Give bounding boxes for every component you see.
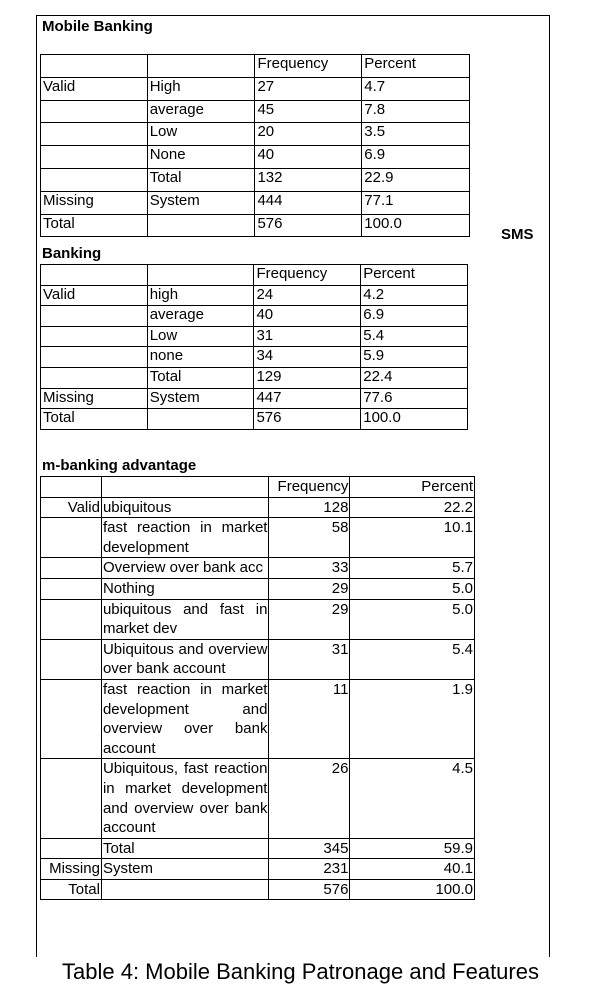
table-row bbox=[41, 578, 475, 599]
table-row bbox=[41, 679, 475, 758]
table-cell: 45 bbox=[255, 100, 362, 123]
table-cell: None bbox=[147, 146, 255, 169]
table-row bbox=[41, 599, 475, 639]
table-row bbox=[41, 558, 475, 579]
table-cell: 24 bbox=[254, 285, 361, 306]
header-cell: Percent bbox=[361, 265, 468, 286]
table-cell: 5.9 bbox=[361, 347, 468, 368]
table-cell: Valid bbox=[41, 497, 102, 518]
table-header-row bbox=[41, 55, 470, 78]
table-row bbox=[41, 518, 475, 558]
mobile-banking-title: Mobile Banking bbox=[42, 18, 153, 35]
header-cell: Percent bbox=[350, 477, 475, 498]
table-cell: 447 bbox=[254, 388, 361, 409]
table-row bbox=[41, 838, 475, 859]
mbanking-advantage-title: m-banking advantage bbox=[42, 457, 197, 474]
table-cell: none bbox=[147, 347, 254, 368]
header-cell bbox=[41, 55, 148, 78]
table-row bbox=[41, 497, 475, 518]
table-row bbox=[41, 347, 468, 368]
table-cell bbox=[41, 639, 102, 679]
table-cell: 576 bbox=[254, 409, 361, 430]
table-cell: Ubiquitous and overview over bank account bbox=[101, 639, 269, 679]
table-cell: Total bbox=[147, 168, 255, 191]
table-cell: System bbox=[147, 388, 254, 409]
table-row bbox=[41, 123, 470, 146]
table-row bbox=[41, 639, 475, 679]
table-cell: Low bbox=[147, 123, 255, 146]
table-cell: 4.7 bbox=[362, 77, 470, 100]
table-cell: 5.0 bbox=[350, 578, 475, 599]
table-cell: 132 bbox=[255, 168, 362, 191]
table-cell: 26 bbox=[269, 759, 350, 838]
table-cell: 58 bbox=[269, 518, 350, 558]
table-cell bbox=[41, 518, 102, 558]
table-cell: 100.0 bbox=[350, 879, 475, 900]
table-cell bbox=[41, 326, 148, 347]
table-cell bbox=[41, 558, 102, 579]
table-row bbox=[41, 388, 468, 409]
table-cell: Low bbox=[147, 326, 254, 347]
table-row bbox=[41, 759, 475, 838]
table-row bbox=[41, 146, 470, 169]
table-cell: 128 bbox=[269, 497, 350, 518]
table-cell: 5.4 bbox=[350, 639, 475, 679]
table-cell: Missing bbox=[41, 388, 148, 409]
table-cell: average bbox=[147, 306, 254, 327]
table-row bbox=[41, 879, 475, 900]
table-cell: Total bbox=[41, 214, 148, 237]
table-cell: Valid bbox=[41, 77, 148, 100]
header-cell: Frequency bbox=[255, 55, 362, 78]
header-cell bbox=[147, 265, 254, 286]
table-cell: 29 bbox=[269, 578, 350, 599]
table-cell: 22.2 bbox=[350, 497, 475, 518]
table-cell bbox=[41, 100, 148, 123]
table-cell: 5.4 bbox=[361, 326, 468, 347]
table-row bbox=[41, 367, 468, 388]
table-cell: 20 bbox=[255, 123, 362, 146]
table-cell bbox=[41, 306, 148, 327]
table-cell: average bbox=[147, 100, 255, 123]
table-cell bbox=[41, 367, 148, 388]
table-cell bbox=[41, 679, 102, 758]
table-cell: 77.1 bbox=[362, 191, 470, 214]
table-cell: 7.8 bbox=[362, 100, 470, 123]
table-caption: Table 4: Mobile Banking Patronage and Features bbox=[62, 959, 539, 984]
table-cell: 33 bbox=[269, 558, 350, 579]
table-cell: 100.0 bbox=[362, 214, 470, 237]
table-cell: 31 bbox=[254, 326, 361, 347]
table-cell: Total bbox=[41, 409, 148, 430]
table-cell: 6.9 bbox=[361, 306, 468, 327]
table-cell: 3.5 bbox=[362, 123, 470, 146]
table-cell: 5.0 bbox=[350, 599, 475, 639]
table-row bbox=[41, 859, 475, 880]
table-cell bbox=[41, 838, 102, 859]
table-cell: Missing bbox=[41, 191, 148, 214]
table-cell: System bbox=[101, 859, 269, 880]
table-cell: 444 bbox=[255, 191, 362, 214]
table-cell bbox=[41, 168, 148, 191]
table-row bbox=[41, 306, 468, 327]
table-cell: Total bbox=[147, 367, 254, 388]
table-cell: 59.9 bbox=[350, 838, 475, 859]
sms-label: SMS bbox=[501, 226, 534, 243]
table-cell: 22.4 bbox=[361, 367, 468, 388]
header-cell: Frequency bbox=[254, 265, 361, 286]
header-cell bbox=[147, 55, 255, 78]
table-cell: Missing bbox=[41, 859, 102, 880]
banking-title: Banking bbox=[42, 245, 102, 262]
table-row bbox=[41, 409, 468, 430]
table-cell: 4.2 bbox=[361, 285, 468, 306]
table-cell: 22.9 bbox=[362, 168, 470, 191]
table-cell: High bbox=[147, 77, 255, 100]
table-cell: 31 bbox=[269, 639, 350, 679]
table-header-row bbox=[41, 477, 475, 498]
table-cell bbox=[147, 409, 254, 430]
table-cell: 576 bbox=[269, 879, 350, 900]
table-cell: 576 bbox=[255, 214, 362, 237]
table-cell: ubiquitous bbox=[101, 497, 269, 518]
table-cell: Overview over bank acc bbox=[101, 558, 269, 579]
table-cell: 40 bbox=[254, 306, 361, 327]
table-cell: 345 bbox=[269, 838, 350, 859]
table-cell bbox=[41, 347, 148, 368]
header-cell: Percent bbox=[362, 55, 470, 78]
header-cell bbox=[41, 477, 102, 498]
table-row bbox=[41, 168, 470, 191]
table-cell bbox=[41, 578, 102, 599]
table-cell: System bbox=[147, 191, 255, 214]
table-row bbox=[41, 100, 470, 123]
mobile-banking-table bbox=[40, 54, 470, 237]
table-cell: 29 bbox=[269, 599, 350, 639]
table-cell: fast reaction in market development and overview over bank account bbox=[101, 679, 269, 758]
table-cell: ubiquitous and fast in market dev bbox=[101, 599, 269, 639]
table-cell: 10.1 bbox=[350, 518, 475, 558]
table-cell: 129 bbox=[254, 367, 361, 388]
table-cell: 77.6 bbox=[361, 388, 468, 409]
table-cell: Nothing bbox=[101, 578, 269, 599]
table-cell: 231 bbox=[269, 859, 350, 880]
table-cell: 40.1 bbox=[350, 859, 475, 880]
table-cell: Total bbox=[41, 879, 102, 900]
header-cell bbox=[101, 477, 269, 498]
table-cell: 34 bbox=[254, 347, 361, 368]
table-cell: Total bbox=[101, 838, 269, 859]
table-cell: 1.9 bbox=[350, 679, 475, 758]
table-header-row bbox=[41, 265, 468, 286]
table-cell bbox=[41, 759, 102, 838]
table-row bbox=[41, 326, 468, 347]
table-cell: high bbox=[147, 285, 254, 306]
header-cell bbox=[41, 265, 148, 286]
table-row bbox=[41, 214, 470, 237]
banking-table bbox=[40, 264, 468, 430]
table-cell: 27 bbox=[255, 77, 362, 100]
table-row bbox=[41, 77, 470, 100]
table-cell: 11 bbox=[269, 679, 350, 758]
table-cell bbox=[41, 599, 102, 639]
table-cell bbox=[41, 146, 148, 169]
table-cell: Valid bbox=[41, 285, 148, 306]
table-cell: Ubiquitous, fast reaction in market development and overview over bank account bbox=[101, 759, 269, 838]
table-cell: 6.9 bbox=[362, 146, 470, 169]
table-cell bbox=[41, 123, 148, 146]
table-cell: 4.5 bbox=[350, 759, 475, 838]
table-cell: 100.0 bbox=[361, 409, 468, 430]
table-cell: 5.7 bbox=[350, 558, 475, 579]
table-cell bbox=[147, 214, 255, 237]
mbanking-advantage-table bbox=[40, 476, 475, 900]
header-cell: Frequency bbox=[269, 477, 350, 498]
table-cell bbox=[101, 879, 269, 900]
table-row bbox=[41, 191, 470, 214]
table-row bbox=[41, 285, 468, 306]
table-cell: fast reaction in market development bbox=[101, 518, 269, 558]
table-cell: 40 bbox=[255, 146, 362, 169]
